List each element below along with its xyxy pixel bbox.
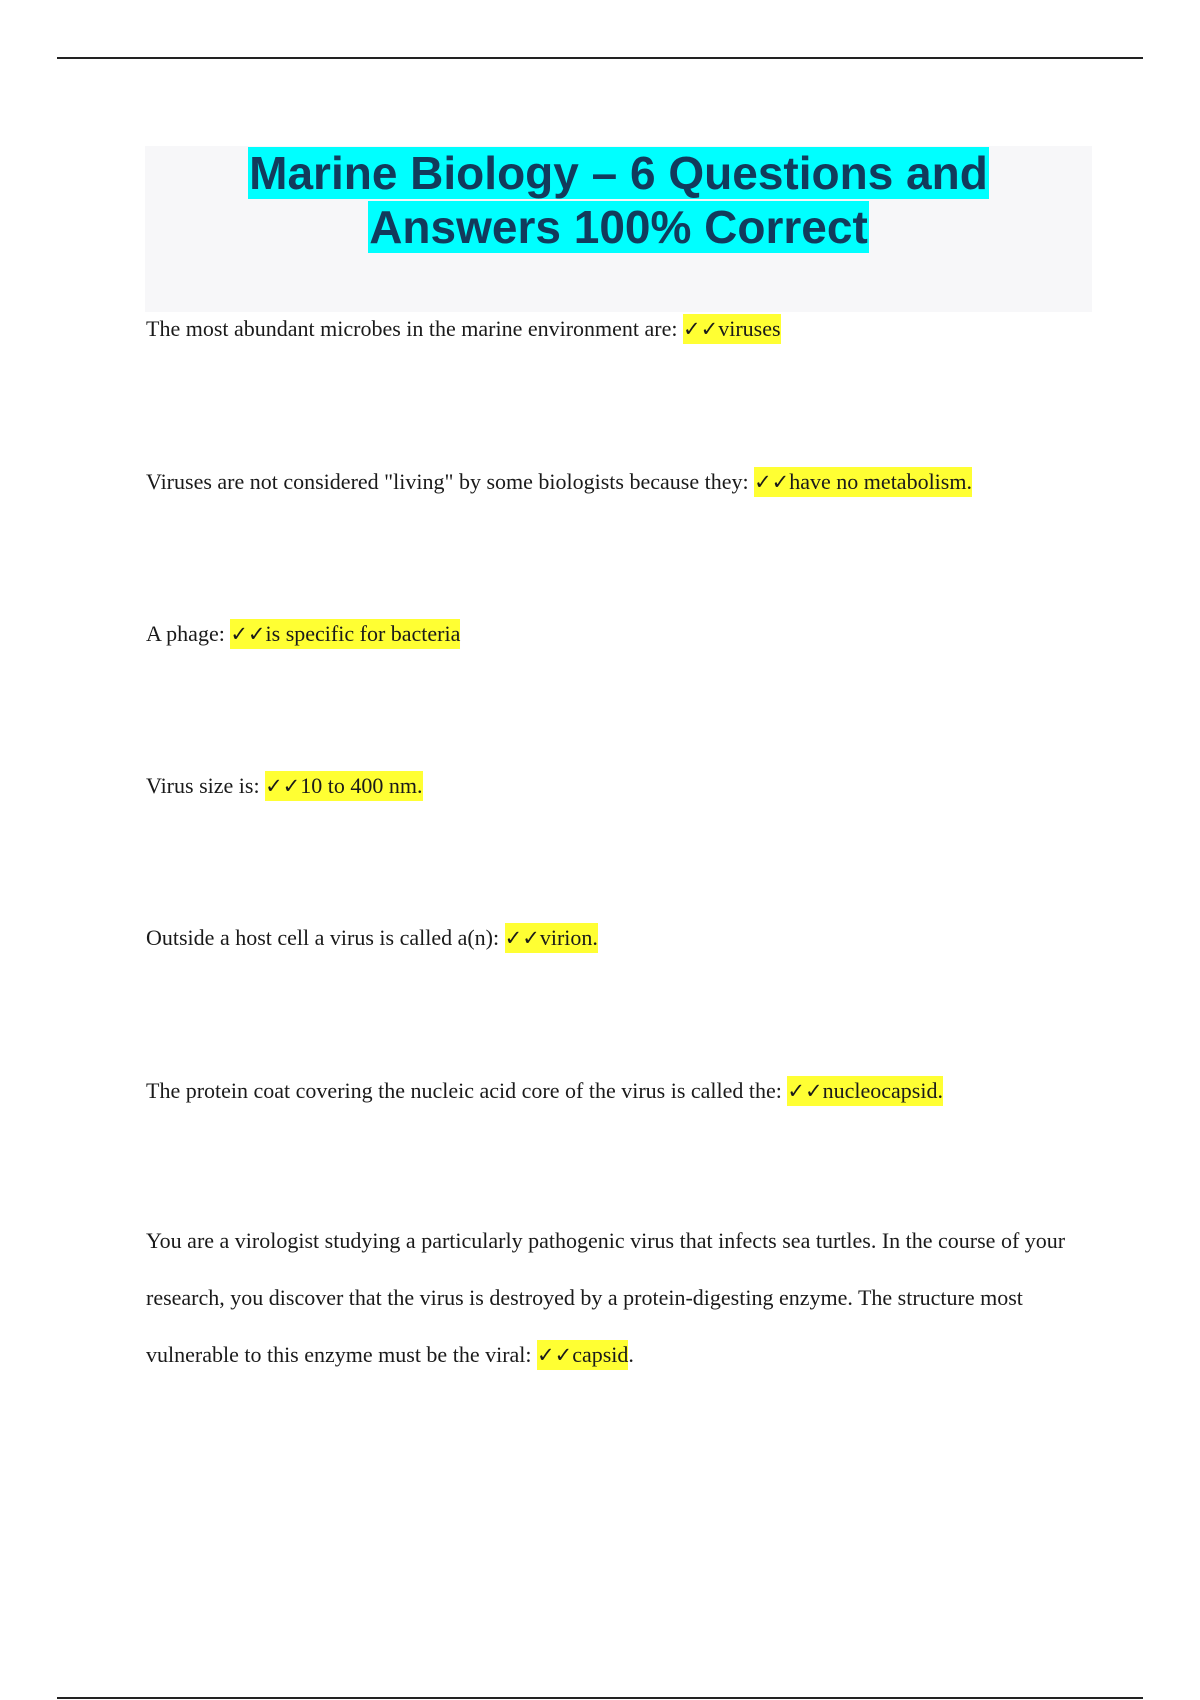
answer-highlight	[265, 771, 422, 801]
answer-text: nucleocapsid.	[822, 1078, 943, 1103]
double-check-icon: ✓✓	[265, 774, 301, 798]
double-check-icon: ✓✓	[754, 470, 790, 494]
question-text: Virus size is:	[146, 773, 266, 798]
qa-item-6	[146, 1078, 943, 1104]
question-text: Outside a host cell a virus is called a(n):	[146, 925, 505, 950]
question-text: The protein coat covering the nucleic acid core of the virus is called the:	[146, 1078, 788, 1103]
answer-highlight	[754, 467, 972, 497]
answer-highlight	[787, 1076, 943, 1106]
answer-highlight	[683, 314, 781, 344]
double-check-icon: ✓✓	[787, 1079, 823, 1103]
answer-text: have no metabolism.	[789, 469, 972, 494]
title-line-2: Answers 100% Correct	[369, 201, 868, 253]
question-text: You are a virologist studying a particularly pathogenic virus that infects sea turtles. In the course of your research, you discover that the virus is destroyed by a protein-digesting enzyme. The structure most vulnerable to this enzyme must be the viral:	[146, 1228, 1066, 1367]
qa-item-7	[146, 1212, 1086, 1384]
title-block	[145, 146, 1092, 312]
qa-item-3	[146, 621, 460, 647]
qa-item-5	[146, 925, 598, 951]
qa-item-1	[146, 316, 781, 342]
double-check-icon: ✓✓	[230, 622, 266, 646]
qa-item-2	[146, 469, 972, 495]
question-text: A phage:	[146, 621, 231, 646]
answer-text: is specific for bacteria	[265, 621, 461, 646]
answer-highlight	[230, 619, 460, 649]
header-rule	[57, 57, 1143, 59]
double-check-icon: ✓✓	[504, 926, 540, 950]
answer-text: virion.	[539, 925, 598, 950]
document-title	[145, 146, 1092, 254]
answer-suffix: .	[628, 1342, 634, 1367]
answer-text: viruses	[718, 316, 781, 341]
double-check-icon: ✓✓	[683, 317, 719, 341]
footer-rule	[57, 1697, 1143, 1699]
answer-highlight	[505, 923, 598, 953]
question-text: Viruses are not considered "living" by some biologists because they:	[146, 469, 755, 494]
title-line-1: Marine Biology – 6 Questions and	[249, 147, 988, 199]
double-check-icon: ✓✓	[537, 1343, 573, 1367]
question-text: The most abundant microbes in the marine environment are:	[146, 316, 684, 341]
answer-text: 10 to 400 nm.	[300, 773, 423, 798]
answer-highlight	[537, 1340, 628, 1370]
answer-text: capsid	[572, 1342, 629, 1367]
qa-item-4	[146, 773, 423, 799]
